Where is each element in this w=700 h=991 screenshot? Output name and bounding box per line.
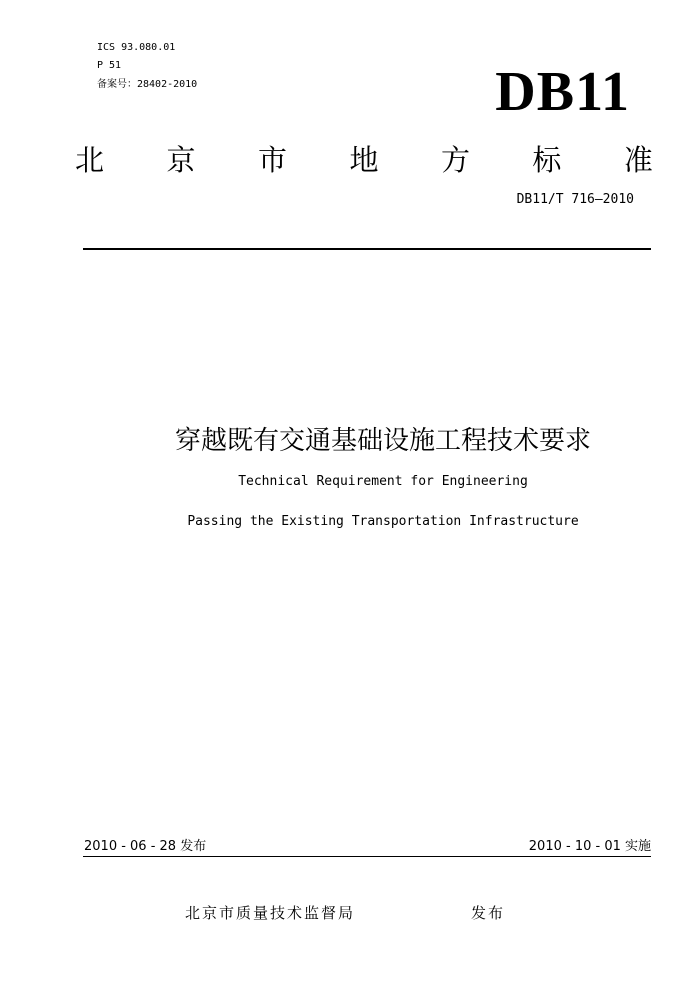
publisher-name: 北京市质量技术监督局 — [185, 904, 356, 922]
title-char: 地 — [349, 143, 379, 177]
publish-label: 发布 — [471, 904, 506, 922]
title-char: 京 — [166, 143, 196, 177]
title-char: 北 — [75, 143, 105, 177]
document-title-en-line2: Passing the Existing Transportation Infrastructure — [187, 514, 579, 529]
document-title-cn: 穿越既有交通基础设施工程技术要求 — [174, 426, 591, 456]
document-title-en-line1: Technical Requirement for Engineering — [238, 474, 528, 489]
db11-logo: DB11 — [495, 61, 630, 123]
title-char: 标 — [532, 143, 562, 177]
ics-code: ICS 93.080.01 — [97, 42, 176, 53]
header-divider — [83, 248, 651, 250]
standard-number: DB11/T 716—2010 — [516, 192, 634, 207]
title-char: 准 — [623, 143, 653, 177]
implementation-date: 2010 - 10 - 01 实施 — [528, 839, 651, 854]
title-char: 方 — [440, 143, 470, 177]
issue-date: 2010 - 06 - 28 发布 — [84, 839, 207, 854]
title-char: 市 — [257, 143, 287, 177]
standard-type-title — [75, 142, 653, 178]
footer-divider — [83, 856, 651, 857]
classification-code: P 51 — [97, 60, 122, 71]
record-number: 备案号：28402-2010 — [97, 79, 198, 90]
